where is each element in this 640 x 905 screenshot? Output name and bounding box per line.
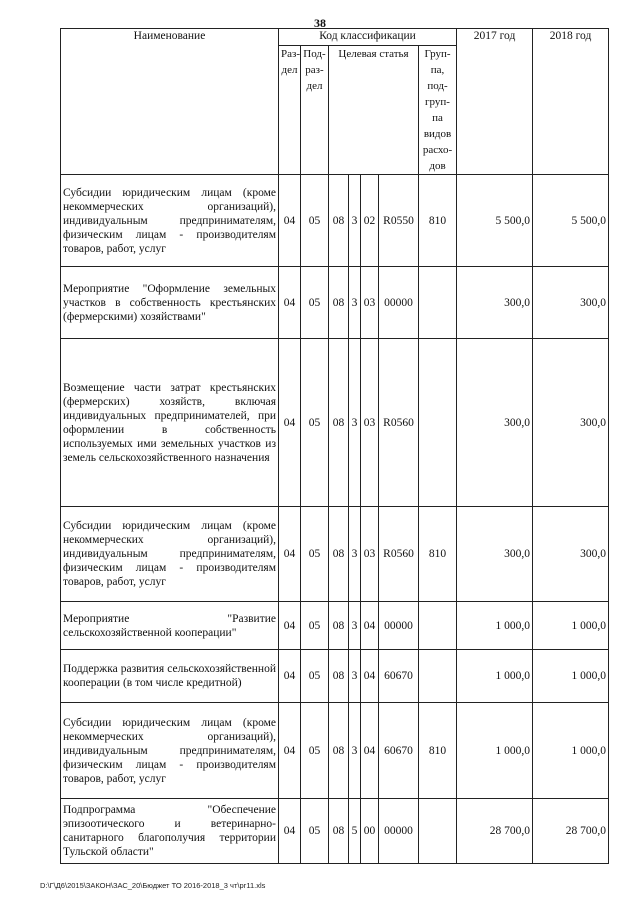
- header-classification: Код классификации: [279, 29, 457, 46]
- row-subprogram-code: 3: [349, 703, 361, 799]
- row-expense-group: [419, 650, 457, 703]
- row-amount-2018: 1 000,0: [533, 703, 609, 799]
- row-razdel: 04: [279, 602, 301, 650]
- row-podrazdel: 05: [301, 339, 329, 507]
- header-razdel: Раз- дел: [279, 46, 301, 175]
- row-amount-2018: 300,0: [533, 339, 609, 507]
- row-podrazdel: 05: [301, 799, 329, 864]
- row-program-code: 08: [329, 507, 349, 602]
- row-expense-group: 810: [419, 507, 457, 602]
- row-measure-code: 02: [361, 175, 379, 267]
- table-row: [61, 650, 609, 703]
- row-subprogram-code: 3: [349, 507, 361, 602]
- table-row: [61, 267, 609, 339]
- row-measure-code: 03: [361, 267, 379, 339]
- row-program-code: 08: [329, 175, 349, 267]
- row-measure-code: 04: [361, 650, 379, 703]
- row-razdel: 04: [279, 799, 301, 864]
- row-name: Субсидии юридическим лицам (кроме некоммерческих организаций), индивидуальным предпринимателям, физическим лицам - производителям товаров, работ, услуг: [61, 507, 279, 602]
- row-direction-code: 00000: [379, 602, 419, 650]
- header-name: Наименование: [61, 29, 279, 175]
- page-number: 38: [314, 16, 326, 30]
- row-subprogram-code: 3: [349, 339, 361, 507]
- header-expense-group: Груп- па, под- груп- па видов расхо- дов: [419, 46, 457, 175]
- row-measure-code: 04: [361, 703, 379, 799]
- row-expense-group: [419, 602, 457, 650]
- row-direction-code: 00000: [379, 799, 419, 864]
- header-year-2018: 2018 год: [533, 29, 609, 175]
- row-amount-2017: 300,0: [457, 339, 533, 507]
- table-row: [61, 799, 609, 864]
- row-amount-2017: 1 000,0: [457, 650, 533, 703]
- row-podrazdel: 05: [301, 650, 329, 703]
- row-razdel: 04: [279, 507, 301, 602]
- header-year-2017: 2017 год: [457, 29, 533, 175]
- row-amount-2017: 1 000,0: [457, 703, 533, 799]
- row-program-code: 08: [329, 650, 349, 703]
- row-amount-2017: 5 500,0: [457, 175, 533, 267]
- table-row: [61, 339, 609, 507]
- row-measure-code: 04: [361, 602, 379, 650]
- row-subprogram-code: 5: [349, 799, 361, 864]
- row-podrazdel: 05: [301, 175, 329, 267]
- row-program-code: 08: [329, 339, 349, 507]
- row-measure-code: 03: [361, 339, 379, 507]
- row-amount-2017: 300,0: [457, 507, 533, 602]
- row-name: Возмещение части затрат крестьянских (фермерских) хозяйств, включая индивидуальных предпринимателей, при оформлении в собственность используемых ими земельных участков из земель сельскохозяйственного назначения: [61, 339, 279, 507]
- row-expense-group: 810: [419, 703, 457, 799]
- row-amount-2018: 5 500,0: [533, 175, 609, 267]
- row-direction-code: R0550: [379, 175, 419, 267]
- row-razdel: 04: [279, 650, 301, 703]
- row-podrazdel: 05: [301, 507, 329, 602]
- header-podrazdel: Под- раз- дел: [301, 46, 329, 175]
- row-subprogram-code: 3: [349, 267, 361, 339]
- file-path-footer: D:\Г\Д6\2015\ЗАКОН\ЗАС_20\Бюджет ТО 2016-2018_3 чт\рг11.xls: [40, 881, 266, 890]
- row-name: Поддержка развития сельскохозяйственной кооперации (в том числе кредитной): [61, 650, 279, 703]
- row-subprogram-code: 3: [349, 650, 361, 703]
- row-program-code: 08: [329, 703, 349, 799]
- row-amount-2017: 28 700,0: [457, 799, 533, 864]
- row-subprogram-code: 3: [349, 175, 361, 267]
- table-row: [61, 703, 609, 799]
- row-podrazdel: 05: [301, 267, 329, 339]
- row-expense-group: 810: [419, 175, 457, 267]
- row-razdel: 04: [279, 703, 301, 799]
- row-podrazdel: 05: [301, 703, 329, 799]
- row-expense-group: [419, 339, 457, 507]
- row-razdel: 04: [279, 267, 301, 339]
- table-row: [61, 507, 609, 602]
- table-row: [61, 175, 609, 267]
- budget-table: [60, 28, 609, 864]
- table-row: [61, 602, 609, 650]
- row-program-code: 08: [329, 799, 349, 864]
- row-subprogram-code: 3: [349, 602, 361, 650]
- row-amount-2018: 28 700,0: [533, 799, 609, 864]
- row-direction-code: R0560: [379, 507, 419, 602]
- row-measure-code: 00: [361, 799, 379, 864]
- row-direction-code: 60670: [379, 650, 419, 703]
- row-amount-2018: 300,0: [533, 507, 609, 602]
- row-razdel: 04: [279, 339, 301, 507]
- row-measure-code: 03: [361, 507, 379, 602]
- row-name: Субсидии юридическим лицам (кроме некоммерческих организаций), индивидуальным предпринимателям, физическим лицам - производителям товаров, работ, услуг: [61, 703, 279, 799]
- row-razdel: 04: [279, 175, 301, 267]
- row-podrazdel: 05: [301, 602, 329, 650]
- row-name: Мероприятие "Оформление земельных участков в собственность крестьянских (фермерскими) хозяйствами": [61, 267, 279, 339]
- row-amount-2018: 300,0: [533, 267, 609, 339]
- row-direction-code: 60670: [379, 703, 419, 799]
- row-name: Мероприятие "Развитие сельскохозяйственной кооперации": [61, 602, 279, 650]
- row-expense-group: [419, 267, 457, 339]
- row-expense-group: [419, 799, 457, 864]
- row-direction-code: 00000: [379, 267, 419, 339]
- row-amount-2017: 300,0: [457, 267, 533, 339]
- row-amount-2018: 1 000,0: [533, 602, 609, 650]
- row-amount-2018: 1 000,0: [533, 650, 609, 703]
- row-name: Субсидии юридическим лицам (кроме некоммерческих организаций), индивидуальным предпринимателям, физическим лицам - производителям товаров, работ, услуг: [61, 175, 279, 267]
- row-program-code: 08: [329, 602, 349, 650]
- row-direction-code: R0560: [379, 339, 419, 507]
- row-name: Подпрограмма "Обеспечение эпизоотического и ветеринарно-санитарного благополучия территории Тульской области": [61, 799, 279, 864]
- row-program-code: 08: [329, 267, 349, 339]
- header-target-article: Целевая статья: [329, 46, 419, 175]
- table-body: [61, 175, 609, 864]
- row-amount-2017: 1 000,0: [457, 602, 533, 650]
